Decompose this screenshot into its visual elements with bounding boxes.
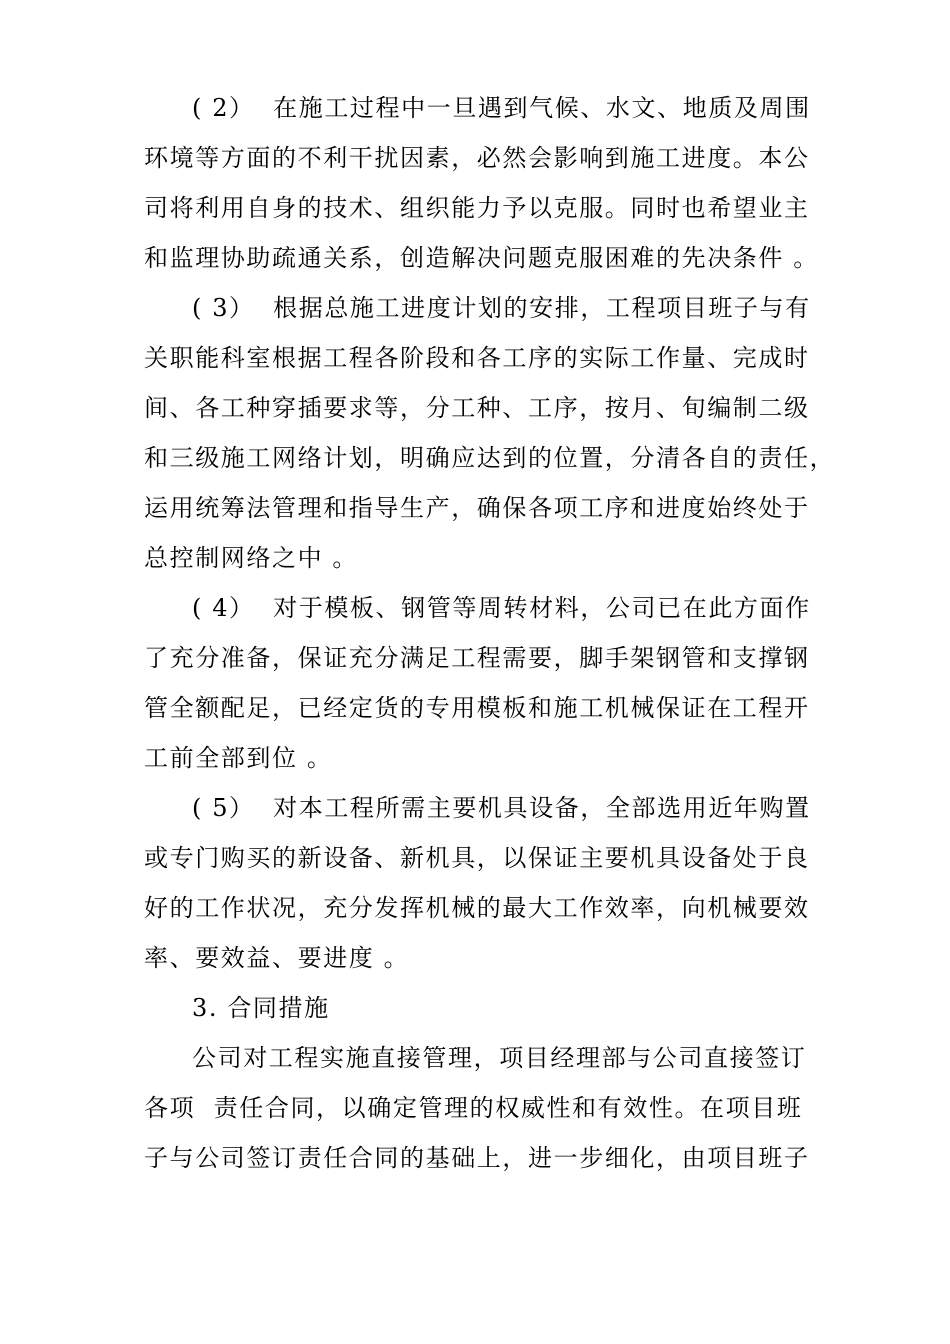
text-line: 子与公司签订责任合同的基础上，进一步细化，由项目班子 [144, 1144, 810, 1172]
text-line: 和三级施工网络计划，明确应达到的位置，分清各自的责任， [144, 444, 836, 472]
text-line: 关职能科室根据工程各阶段和各工序的实际工作量、完成时 [144, 344, 810, 372]
text-line: 总控制网络之中 。 [144, 544, 359, 572]
text-line: 管全额配足，已经定货的专用模板和施工机械保证在工程开 [144, 694, 810, 722]
text-line: 司将利用自身的技术、组织能力予以克服。同时也希望业主 [144, 194, 810, 222]
text-line: 或专门购买的新设备、新机具，以保证主要机具设备处于良 [144, 844, 810, 872]
text-line: 间、各工种穿插要求等，分工种、工序，按月、旬编制二级 [144, 394, 810, 422]
text-line: 运用统筹法管理和指导生产，确保各项工序和进度始终处于 [144, 494, 810, 522]
text-line: 公司对工程实施直接管理，项目经理部与公司直接签订 [192, 1044, 807, 1072]
text-line: 各项 责任合同，以确定管理的权威性和有效性。在项目班 [144, 1094, 803, 1122]
text-line: 了充分准备，保证充分满足工程需要，脚手架钢管和支撑钢 [144, 644, 810, 672]
text-line: 环境等方面的不利干扰因素，必然会影响到施工进度。本公 [144, 144, 810, 172]
text-line: 率、要效益、要进度 。 [144, 944, 410, 972]
text-line: ( 2） 在施工过程中一旦遇到气候、水文、地质及周围 [192, 94, 811, 122]
section-heading: 3. 合同措施 [192, 994, 330, 1022]
text-line: ( 4） 对于模板、钢管等周转材料，公司已在此方面作 [192, 594, 811, 622]
text-line: 好的工作状况，充分发挥机械的最大工作效率，向机械要效 [144, 894, 810, 922]
text-line: ( 3） 根据总施工进度计划的安排，工程项目班子与有 [192, 294, 811, 322]
text-line: ( 5） 对本工程所需主要机具设备，全部选用近年购置 [192, 794, 811, 822]
text-line: 工前全部到位 。 [144, 744, 333, 772]
text-line: 和监理协助疏通关系，创造解决问题克服困难的先决条件 。 [144, 244, 819, 272]
